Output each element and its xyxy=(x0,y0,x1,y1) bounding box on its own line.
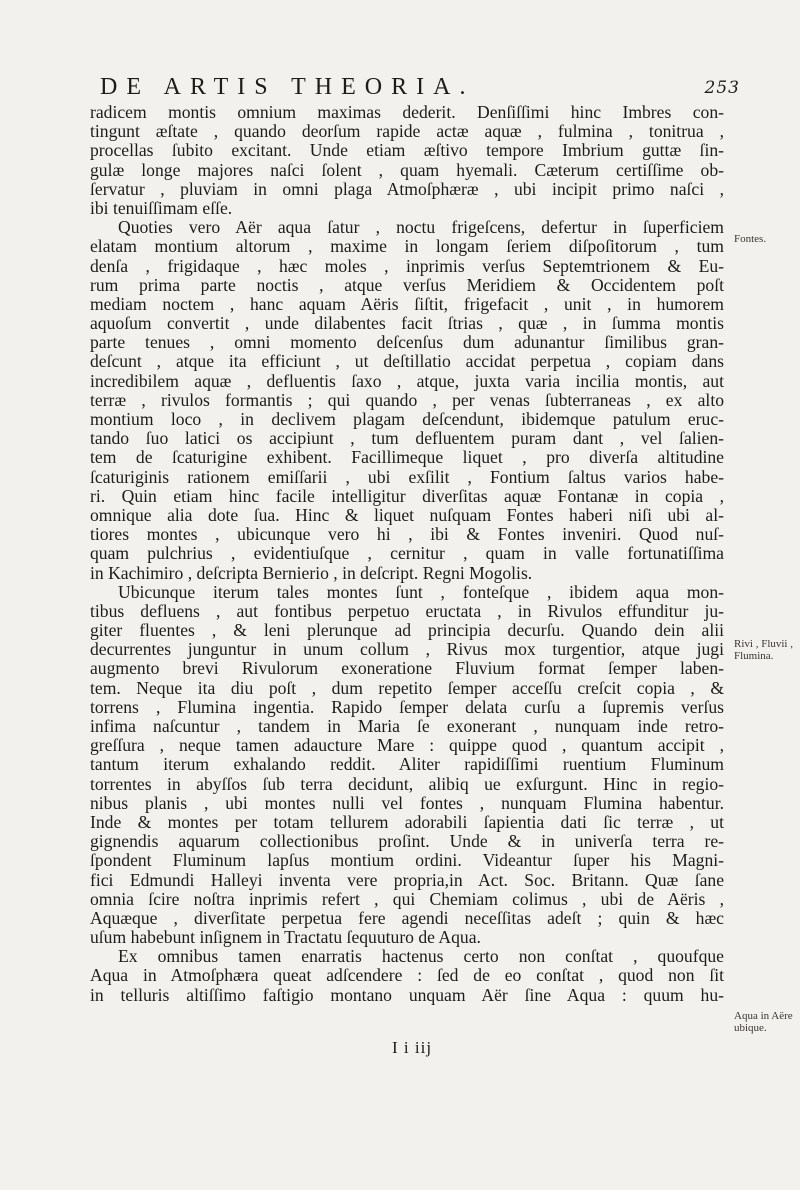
text-line: augmento brevi Rivulorum exoneratione Fluvium format ſemper laben- xyxy=(90,658,724,679)
text-line: elatam montium altorum , maxime in longam ſeriem diſpoſitorum , tum xyxy=(90,236,724,257)
text-line: omnique alia dote ſua. Hinc & liquet nuſquam Fontes haberi niſi ubi al- xyxy=(90,504,724,525)
text-line: giter fluentes , & leni plerunque ad principia decurſu. Quando dein alii xyxy=(90,620,724,641)
text-line: tantum iterum exhalando reddit. Aliter rapidiſſimi ruentium Fluminum xyxy=(90,754,724,775)
marginal-note-rivi xyxy=(734,638,793,662)
marginal-note-text: Flumina. xyxy=(734,650,774,662)
text-line: Inde & montes per totam tellurem adorabili ſapientia dati ſic terræ , ut xyxy=(90,811,724,832)
page-header xyxy=(100,74,740,100)
marginal-note-fontes xyxy=(734,233,766,245)
text-line: fici Edmundi Halleyi inventa vere propria,in Act. Soc. Britann. Quæ ſane xyxy=(90,869,724,890)
text-line: in Kachimiro , deſcripta Bernierio , in deſcript. Regni Mogolis. xyxy=(90,562,533,583)
text-line: torrentes in abyſſos ſub terra decidunt, alibiq ue exſurgunt. Hinc in regio- xyxy=(90,773,724,794)
text-line: gignendis aquarum collectionibus proſint. Unde & in univerſa terra re- xyxy=(90,831,724,852)
text-line: ſpondent Fluminum lapſus montium ordini. Videantur ſuper his Magni- xyxy=(90,850,724,871)
text-line: Aquæque , diverſitate perpetua fere agendi neceſſitas adeſt ; quin & hæc xyxy=(90,907,724,928)
text-line: uſum habebunt inſignem in Tractatu ſequuturo de Aqua. xyxy=(90,927,481,948)
text-line: radicem montis omnium maximas dederit. Denſiſſimi hinc Imbres con- xyxy=(90,102,724,122)
text-line: Quoties vero Aër aqua ſatur , noctu frigeſcens, defertur in ſuperficiem xyxy=(118,217,724,238)
paragraph xyxy=(90,947,724,1005)
text-line: ibi tenuiſſimam eſſe. xyxy=(90,197,233,218)
running-title: DE ARTIS THEORIA. xyxy=(100,74,475,100)
paragraph xyxy=(90,583,724,948)
text-line: infima naſcuntur , tandem in Maria ſe exonerant , nunquam inde retro- xyxy=(90,716,724,736)
text-line: gulæ longe majores naſci ſolent , quam hyemali. Cæterum certiſſime ob- xyxy=(90,159,724,180)
text-line: deſcunt , atque ita efficiunt , ut deſtillatio accidat perpetua , copiam dans xyxy=(90,351,724,372)
text-line: Ex omnibus tamen enarratis hactenus certo non conſtat , quoufque xyxy=(118,946,724,967)
marginal-note-text: Rivi , Fluvii , xyxy=(734,638,793,650)
body-text xyxy=(90,103,724,1005)
text-line: torrens , Flumina ingentia. Rapido ſemper delata curſu a ſupremis verſus xyxy=(90,696,724,717)
text-line: tibus defluens , aut fontibus perpetuo eructata , in Rivulos effunditur ju- xyxy=(90,600,724,621)
paragraph xyxy=(90,218,724,583)
marginal-note-text: ubique. xyxy=(734,1022,767,1034)
text-line: incredibilem aquæ , defluentis ſaxo , atque, juxta varia incilia montis, aut xyxy=(90,370,724,391)
text-line: ſervatur , pluviam in omni plaga Atmoſphæræ , ubi incipit primo naſci , xyxy=(90,178,724,199)
text-line: ri. Quin etiam hinc facile intelligitur diverſitas aquæ Fontanæ in copia , xyxy=(90,485,724,506)
text-line: tingunt æſtate , quando deorſum rapide actæ aquæ , fulmina , tonitrua , xyxy=(90,121,724,142)
signature-mark: I i iij xyxy=(392,1038,433,1057)
text-line: nibus planis , ubi montes nulli vel fontes , nunquam Flumina habentur. xyxy=(90,792,724,813)
text-line: tando ſuo latici os accipiunt , tum defluentem puram dant , vel ſalien- xyxy=(90,428,724,449)
text-line: in telluris altiſſimo faſtigio montano unquam Aër ſine Aqua : quum hu- xyxy=(90,984,724,1005)
text-line: tem de ſcaturigine exhibent. Facillimeque liquet , pro diverſa altitudine xyxy=(90,447,724,468)
text-line: ſcaturiginis rationem emiſſarii , ubi exſilit , Fontium ſaltus varios habe- xyxy=(90,466,724,487)
text-line: tem. Neque ita diu poſt , dum repetito ſemper acceſſu creſcit copia , & xyxy=(90,677,724,698)
marginal-note-text: Aqua in Aëre xyxy=(734,1010,793,1022)
text-line: quam pulchrius , evidentiuſque , cernitur , quam in valle fortunatiſſima xyxy=(90,543,724,564)
text-line: Aqua in Atmoſphæra queat adſcendere : ſed de eo conſtat , quod non ſit xyxy=(90,965,724,986)
text-line: decurrentes junguntur in unum collum , Rivus mox turgentior, atque jugi xyxy=(90,639,724,660)
text-line: greſſura , neque tamen adaucture Mare : quippe quod , quantum accipit , xyxy=(90,735,724,756)
text-line: aquoſum convertit , unde dilabentes facit ſtrias , quæ , in ſumma montis xyxy=(90,313,724,334)
text-line: omnia ſcire noſtra inprimis refert , qui Chemiam colimus , ubi de Aëris , xyxy=(90,888,724,909)
text-line: terræ , rivulos formantis ; qui quando , per venas ſubterraneas , ex alto xyxy=(90,389,724,410)
text-line: Ubicunque iterum tales montes ſunt , fonteſque , ibidem aqua mon- xyxy=(118,581,724,602)
text-line: tiores montes , ubicunque vero hi , ibi & Fontes inveniri. Quod nuſ- xyxy=(90,524,724,545)
page-number: 253 xyxy=(704,78,740,98)
marginal-note-aqua xyxy=(734,1010,793,1034)
text-line: denſa , frigidaque , hæc moles , inprimis verſus Septemtrionem & Eu- xyxy=(90,255,724,276)
text-line: parte tenues , omni momento deſcenſus dum adunantur ſimilibus gran- xyxy=(90,332,724,353)
marginal-note-text: Fontes. xyxy=(734,233,767,245)
text-line: mediam noctem , hanc aquam Aëris ſiſtit, frigefacit , unit , in humorem xyxy=(90,293,724,314)
paragraph xyxy=(90,103,724,218)
text-line: rum prima parte noctis , atque verſus Meridiem & Occidentem poſt xyxy=(90,274,724,295)
text-line: montium loco , in declivem plagam deſcendunt, ibidemque patulum eruc- xyxy=(90,409,724,429)
text-line: procellas ſubito excitant. Unde etiam æſtivo tempore Imbrium guttæ ſin- xyxy=(90,140,724,161)
